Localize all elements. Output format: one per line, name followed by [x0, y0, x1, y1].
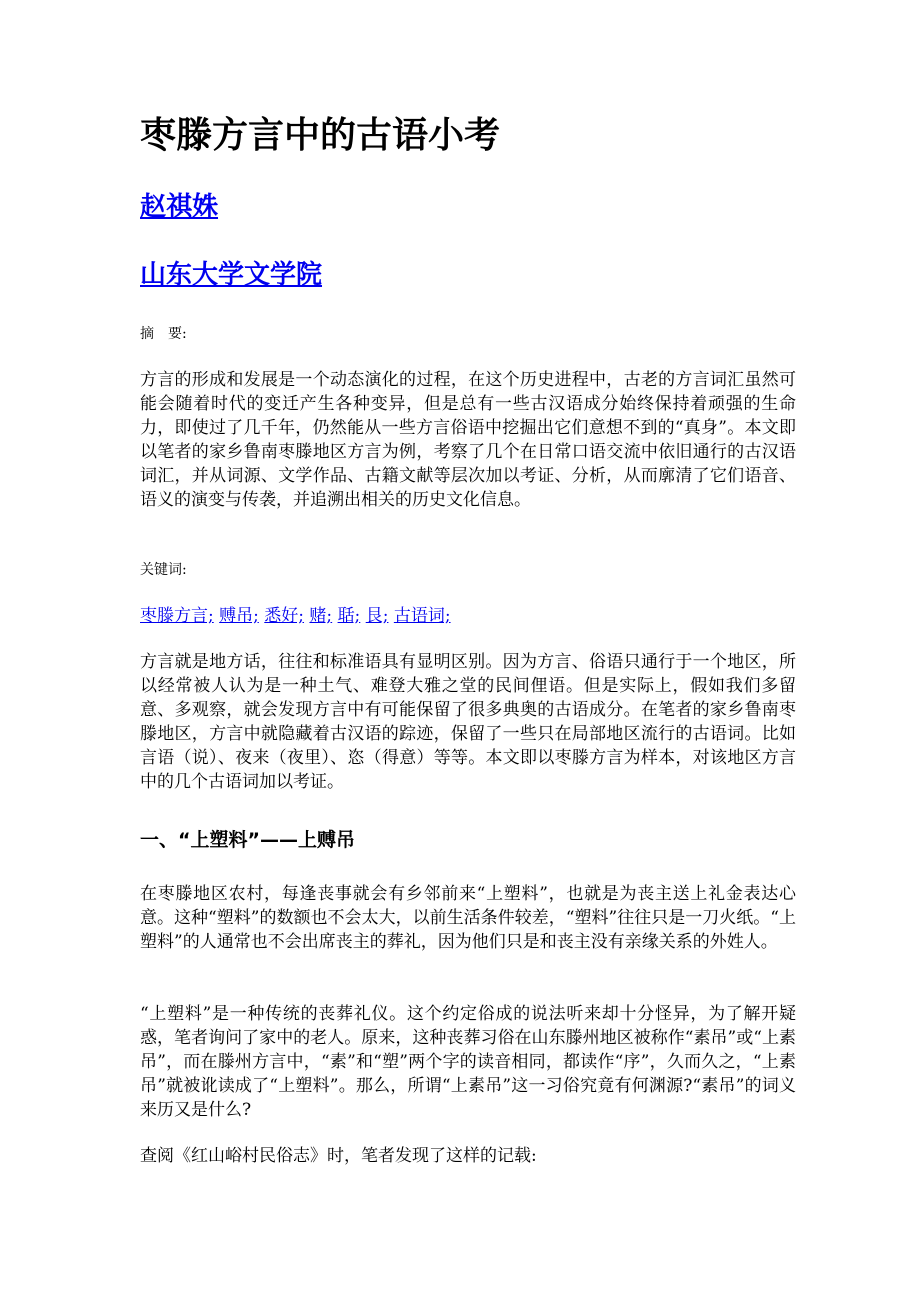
- document-title: 枣滕方言中的古语小考: [140, 115, 501, 156]
- author-link[interactable]: 赵祺姝: [140, 192, 219, 222]
- keyword-link[interactable]: 赌;: [309, 606, 333, 626]
- keyword-link[interactable]: 赙吊;: [219, 606, 259, 626]
- section-heading: 一、“上塑料”——上赙吊: [140, 829, 355, 851]
- institution-link[interactable]: 山东大学文学院: [140, 260, 323, 290]
- keyword-link[interactable]: 古语词;: [393, 606, 451, 626]
- body-paragraph: 在枣滕地区农村，每逢丧事就会有乡邻前来“上塑料”，也就是为丧主送上礼金表达心意。这种“塑料”的数额也不会太大，以前生活条件较差，“塑料”往往只是一刀火纸。“上塑料”的人通常也不会出席丧主的葬礼，因为他们只是和丧主没有亲缘关系的外姓人。: [140, 884, 796, 952]
- body-paragraph: 查阅《红山峪村民俗志》时，笔者发现了这样的记载:: [140, 1146, 537, 1166]
- intro-paragraph: 方言就是地方话，往往和标准语具有显明区别。因为方言、俗语只通行于一个地区，所以经常被人认为是一种土气、难登大雅之堂的民间俚语。但是实际上，假如我们多留意、多观察，就会发现方言中有可能保留了很多典奥的古语成分。在笔者的家乡鲁南枣滕地区，方言中就隐藏着古汉语的踪迹，保留了一些只在局部地区流行的古语词。比如言语（说）、夜来（夜里）、恣（得意）等等。本文即以枣滕方言为样本，对该地区方言中的几个古语词加以考证。: [140, 652, 796, 792]
- keyword-link[interactable]: 悉好;: [264, 606, 305, 626]
- abstract-label: 摘 要:: [140, 326, 187, 342]
- keywords-list: [140, 604, 451, 628]
- keyword-link[interactable]: 聒;: [337, 606, 361, 626]
- body-paragraph: “上塑料”是一种传统的丧葬礼仪。这个约定俗成的说法听来却十分怪异，为了解开疑惑，笔者询问了家中的老人。原来，这种丧葬习俗在山东滕州地区被称作“素吊”或“上素吊”，而在滕州方言中，“素”和“塑”两个字的读音相同，都读作“序”，久而久之，“上素吊”就被讹读成了“上塑料”。那么，所谓“上素吊”这一习俗究竟有何渊源?“素吊”的词义来历又是什么?: [140, 1004, 796, 1120]
- keyword-link[interactable]: 枣滕方言;: [140, 606, 214, 626]
- keywords-label: 关键词:: [140, 562, 187, 578]
- abstract-text: 方言的形成和发展是一个动态演化的过程，在这个历史进程中，古老的方言词汇虽然可能会随着时代的变迁产生各种变异，但是总有一些古汉语成分始终保持着顽强的生命力，即使过了几千年，仍然能从一些方言俗语中挖掘出它们意想不到的“真身”。本文即以笔者的家乡鲁南枣滕地区方言为例，考察了几个在日常口语交流中依旧通行的古汉语词汇，并从词源、文学作品、古籍文献等层次加以考证、分析，从而廓清了它们语音、语义的演变与传袭，并追溯出相关的历史文化信息。: [140, 370, 796, 510]
- keyword-link[interactable]: 艮;: [365, 606, 389, 626]
